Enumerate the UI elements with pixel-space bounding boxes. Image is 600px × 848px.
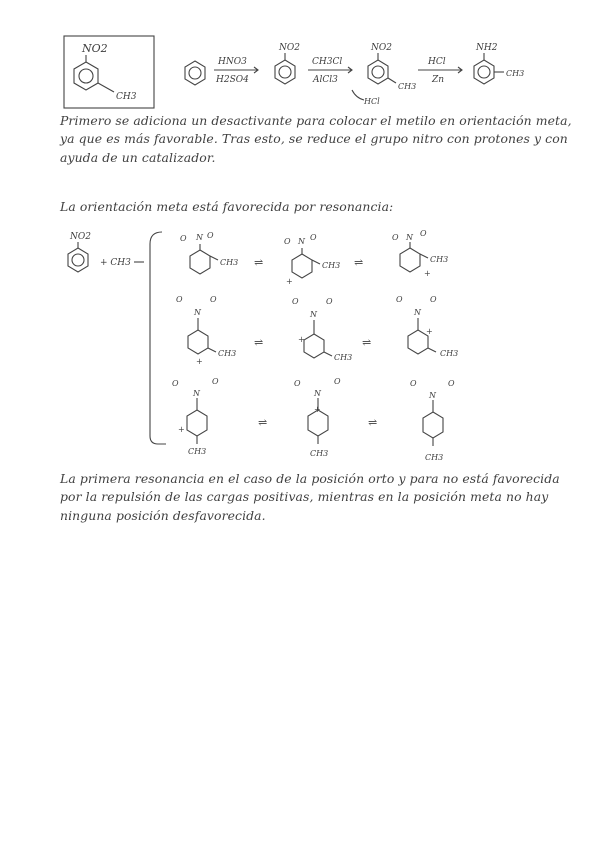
methyl-label: CH3 bbox=[430, 255, 449, 264]
o-label: O bbox=[396, 295, 403, 304]
o-label: O bbox=[334, 377, 341, 386]
ortho-structure-1 bbox=[190, 244, 218, 274]
o-label: O bbox=[292, 297, 299, 306]
methyl-label: CH3 bbox=[310, 449, 329, 458]
o-label: O bbox=[294, 379, 301, 388]
plus-charge: + bbox=[424, 269, 431, 278]
n-label: N bbox=[414, 308, 421, 317]
methyl-label: CH3 bbox=[188, 447, 207, 456]
meta-structure-3 bbox=[408, 318, 436, 354]
o-label: O bbox=[326, 297, 333, 306]
o-label: O bbox=[210, 295, 217, 304]
target-sub-top: NO2 bbox=[82, 42, 108, 55]
o-label: O bbox=[176, 295, 183, 304]
o-label: O bbox=[448, 379, 455, 388]
step2-byproduct: HCl bbox=[364, 97, 380, 106]
o-label: O bbox=[212, 377, 219, 386]
resonance-arrow: ⇌ bbox=[368, 416, 378, 429]
step3-reagent-bottom: Zn bbox=[432, 75, 445, 85]
plus-charge: + bbox=[196, 357, 203, 366]
n-label: N bbox=[310, 310, 317, 319]
step2-product-sub-side: CH3 bbox=[398, 82, 417, 91]
o-label: O bbox=[180, 234, 187, 243]
target-box bbox=[64, 36, 154, 108]
para-structure-3 bbox=[423, 400, 443, 446]
resonance-arrow: ⇌ bbox=[254, 256, 264, 269]
n-label: N bbox=[406, 233, 413, 242]
n-label: N bbox=[196, 233, 203, 242]
step3-reagent-top: HCl bbox=[428, 57, 446, 67]
ortho-structure-3 bbox=[400, 242, 428, 272]
ortho-structure-2 bbox=[292, 248, 320, 278]
step2-reagent-bottom: AlCl3 bbox=[313, 75, 338, 85]
step1-reagent-bottom: H2SO4 bbox=[216, 75, 249, 85]
resonance-reactant-sub: NO2 bbox=[70, 232, 91, 242]
methyl-label: CH3 bbox=[440, 349, 459, 358]
meta-structure-1 bbox=[188, 318, 216, 354]
n-label: N bbox=[194, 308, 201, 317]
plus-charge: + bbox=[286, 277, 293, 286]
methyl-label: CH3 bbox=[218, 349, 237, 358]
o-label: O bbox=[410, 379, 417, 388]
meta-structure-2 bbox=[304, 320, 332, 358]
methyl-label: CH3 bbox=[322, 261, 341, 270]
step3-product-sub-side: CH3 bbox=[506, 69, 525, 78]
resonance-reactant bbox=[68, 242, 88, 272]
plus-charge: + bbox=[178, 425, 185, 434]
product-molecule bbox=[474, 53, 504, 84]
resonance-arrow: ⇌ bbox=[354, 256, 364, 269]
resonance-attacking: + CH3 bbox=[100, 258, 131, 268]
paragraph-1: Primero se adiciona un desactivante para colocar el metilo en orientación meta, ya que es más favorable. Tras esto, se reduce el grupo nitro con protones y con ayuda de un catalizador. bbox=[60, 113, 572, 165]
plus-charge: + bbox=[298, 335, 305, 344]
step1-reagent-top: HNO3 bbox=[218, 57, 247, 67]
plus-charge: + bbox=[314, 405, 321, 414]
step2-reagent-top: CH3Cl bbox=[312, 57, 343, 67]
o-label: O bbox=[392, 233, 399, 242]
nitrotoluene bbox=[352, 53, 396, 100]
n-label: N bbox=[298, 237, 305, 246]
nitrobenzene bbox=[275, 53, 295, 84]
o-label: O bbox=[207, 231, 214, 240]
paragraph-2: La orientación meta está favorecida por resonancia: bbox=[60, 199, 394, 214]
o-label: O bbox=[172, 379, 179, 388]
o-label: O bbox=[420, 229, 427, 238]
step1-product-sub: NO2 bbox=[279, 43, 300, 53]
o-label: O bbox=[284, 237, 291, 246]
target-molecule bbox=[74, 55, 114, 92]
o-label: O bbox=[430, 295, 437, 304]
methyl-label: CH3 bbox=[220, 258, 239, 267]
resonance-arrow: ⇌ bbox=[254, 336, 264, 349]
resonance-brace bbox=[150, 232, 166, 444]
resonance-arrow: ⇌ bbox=[362, 336, 372, 349]
plus-charge: + bbox=[426, 327, 433, 336]
n-label: N bbox=[314, 389, 321, 398]
para-structure-1 bbox=[187, 398, 207, 444]
resonance-arrow: ⇌ bbox=[258, 416, 268, 429]
o-label: O bbox=[310, 233, 317, 242]
paragraph-3: La primera resonancia en el caso de la posición orto y para no está favorecida por la repulsión de las cargas positivas, mientras en la posición meta no hay ninguna posición desfavorecida. bbox=[60, 471, 560, 523]
benzene-start bbox=[185, 61, 205, 85]
step2-product-sub-top: NO2 bbox=[371, 43, 392, 53]
n-label: N bbox=[429, 391, 436, 400]
methyl-label: CH3 bbox=[334, 353, 353, 362]
step3-product-sub-top: NH2 bbox=[476, 43, 498, 53]
methyl-label: CH3 bbox=[425, 453, 444, 462]
n-label: N bbox=[193, 389, 200, 398]
target-sub-side: CH3 bbox=[116, 92, 137, 102]
